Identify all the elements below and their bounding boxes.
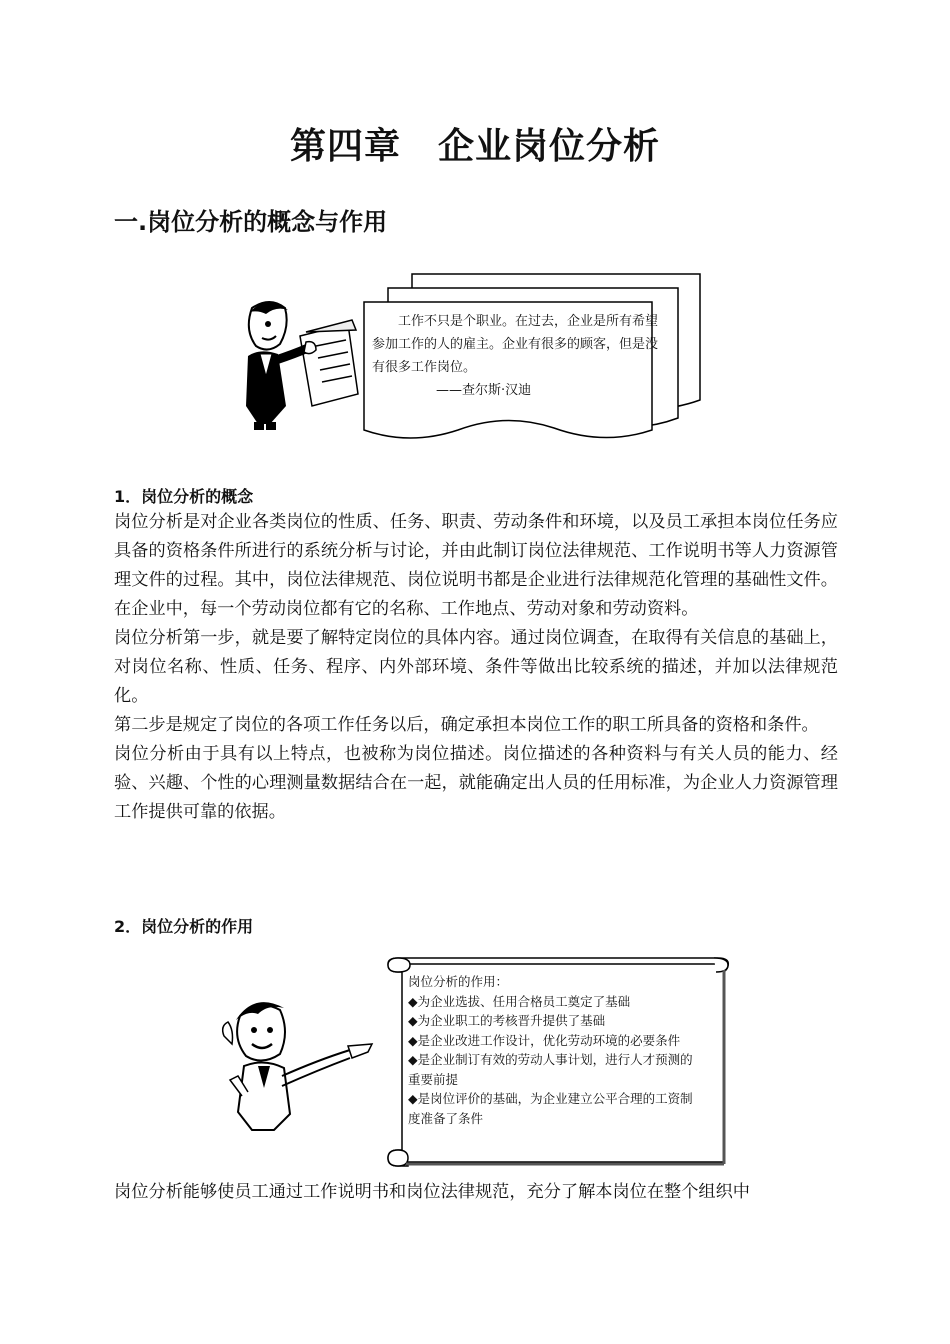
pointing-man-illustration — [218, 996, 378, 1136]
paragraph: 岗位分析能够使员工通过工作说明书和岗位法律规范，充分了解本岗位在整个组织中 — [114, 1182, 750, 1202]
paragraph: 岗位分析由于具有以上特点，也被称为岗位描述。岗位描述的各种资料与有关人员的能力、经验、兴趣、个性的心理测量数据结合在一起，就能确定出人员的任用标准，为企业人力资源管理工作提供可靠的依据。 — [114, 744, 838, 822]
businessman-illustration — [230, 296, 360, 431]
role-box-title: 岗位分析的作用： — [408, 974, 509, 989]
role-box — [408, 972, 704, 1128]
subsection-heading-concept: 1．岗位分析的概念 — [114, 487, 254, 506]
section-heading: 一.岗位分析的概念与作用 — [114, 208, 388, 236]
role-body — [114, 1178, 838, 1207]
quote-box — [372, 310, 662, 402]
paragraph: 第二步是规定了岗位的各项工作任务以后，确定承担本岗位工作的职工所具备的资格和条件。 — [114, 715, 819, 735]
paragraph: 岗位分析第一步，就是要了解特定岗位的具体内容。通过岗位调查，在取得有关信息的基础上，对岗位名称、性质、任务、程序、内外部环境、条件等做出比较系统的描述，并加以法律规范化。 — [114, 628, 838, 706]
chapter-title: 第四章 企业岗位分析 — [289, 126, 660, 167]
quote-author: ——查尔斯·汉迪 — [436, 383, 532, 398]
concept-body — [114, 508, 838, 827]
list-item: ◆为企业选拔、任用合格员工奠定了基础 — [408, 993, 631, 1009]
list-item: ◆为企业职工的考核晋升提供了基础 — [408, 1013, 606, 1028]
list-item: ◆是企业改进工作设计，优化劳动环境的必要条件 — [408, 1032, 681, 1048]
list-item: ◆是岗位评价的基础，为企业建立公平合理的工资制度准备了条件 — [408, 1091, 693, 1126]
paragraph: 岗位分析是对企业各类岗位的性质、任务、职责、劳动条件和环境，以及员工承担本岗位任务应具备的资格条件所进行的系统分析与讨论，并由此制订岗位法律规范、工作说明书等人力资源管理文件的过程。其中，岗位法律规范、岗位说明书都是企业进行法律规范化管理的基础性文件。在企业中，每一个劳动岗位都有它的名称、工作地点、劳动对象和劳动资料。 — [114, 512, 838, 619]
list-item: ◆是企业制订有效的劳动人事计划，进行人才预测的重要前提 — [408, 1052, 693, 1087]
quote-text: 工作不只是个职业。在过去，企业是所有希望参加工作的人的雇主。企业有很多的顾客，但是没有很多工作岗位。 — [372, 314, 659, 375]
subsection-heading-role: 2．岗位分析的作用 — [114, 917, 254, 936]
